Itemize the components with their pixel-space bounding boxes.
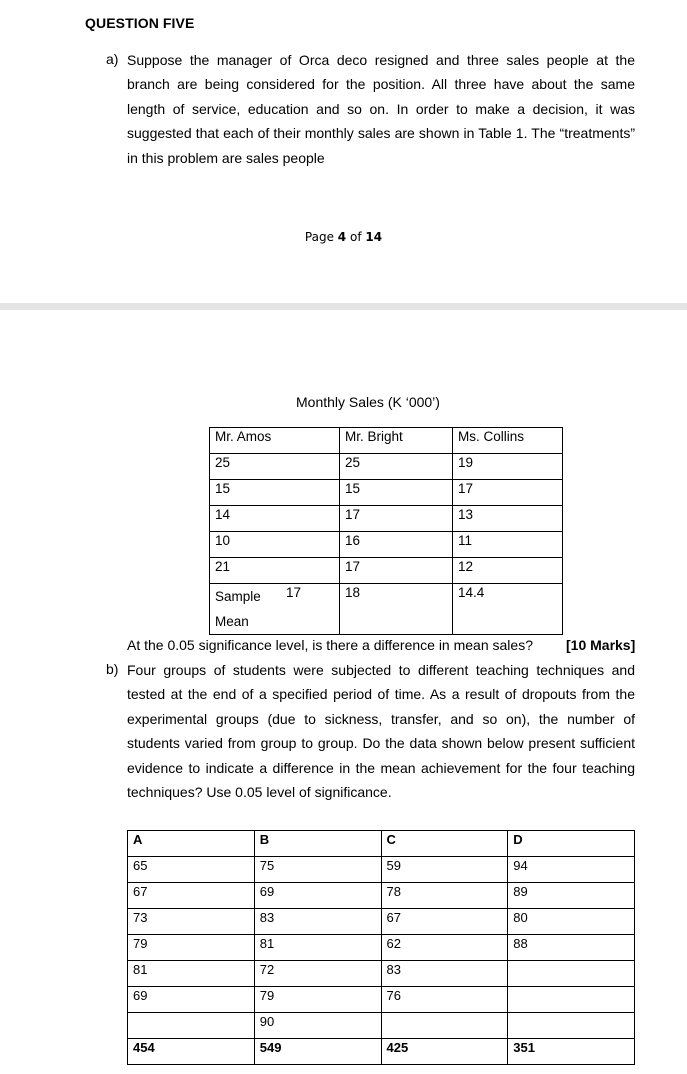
table-header-row: [210, 428, 563, 454]
table-cell: 81: [254, 935, 381, 961]
table-cell: [508, 1013, 635, 1039]
table-cell: 59: [381, 857, 508, 883]
table-cell: 65: [128, 857, 255, 883]
table-cell: [508, 987, 635, 1013]
table-cell: 80: [508, 909, 635, 935]
table-cell: 15: [210, 480, 340, 506]
marks-badge: [10 Marks]: [566, 637, 636, 653]
table-cell: 81: [128, 961, 255, 987]
table-cell: 83: [254, 909, 381, 935]
table-cell: 78: [381, 883, 508, 909]
page-total: 14: [365, 230, 383, 244]
table-cell: 94: [508, 857, 635, 883]
table-row: [210, 558, 563, 584]
page-indicator: [0, 230, 687, 244]
header-cell: Mr. Amos: [210, 428, 340, 454]
part-a-label: a): [106, 51, 119, 67]
total-cell: 454: [128, 1039, 255, 1065]
table1-caption: Monthly Sales (K ‘000’): [296, 394, 440, 410]
table-row: [210, 480, 563, 506]
part-b-text: Four groups of students were subjected to different teaching techniques and tested at the end of a specified period of time. As a result of dropouts from the experimental groups (due to sickness, transfer, and so on), the number of students varied from group to group. Do the data shown below present sufficient evidence to indicate a difference in the mean achievement for the four teaching techniques? Use 0.05 level of significance.: [127, 662, 635, 801]
page-current: 4: [337, 230, 347, 244]
sample-mean-cell: [210, 584, 340, 635]
part-a-text: Suppose the manager of Orca deco resigned and three sales people at the branch are being considered for the position. All three have about the same length of service, education and so on. In order to make a decision, it was suggested that each of their monthly sales are shown in Table 1. The “treatments” in this problem are sales people: [127, 52, 635, 166]
table-cell: 17: [340, 558, 453, 584]
table-row: [210, 454, 563, 480]
header-cell: Ms. Collins: [453, 428, 563, 454]
page-of: of: [346, 230, 366, 244]
table-cell: 90: [254, 1013, 381, 1039]
table-row: [128, 961, 635, 987]
table-cell: 67: [128, 883, 255, 909]
total-cell: 351: [508, 1039, 635, 1065]
table-row: [128, 883, 635, 909]
teaching-techniques-table: [127, 830, 635, 1065]
table-cell: [128, 1013, 255, 1039]
table-cell: 62: [381, 935, 508, 961]
header-cell: A: [128, 831, 255, 857]
table-header-row: [128, 831, 635, 857]
table-cell: [381, 1013, 508, 1039]
table-cell: 75: [254, 857, 381, 883]
monthly-sales-table: [209, 427, 563, 635]
table-row: [210, 506, 563, 532]
sample-mean-row: [210, 584, 563, 635]
table-cell: 83: [381, 961, 508, 987]
table-cell: 11: [453, 532, 563, 558]
part-b-label: b): [106, 661, 119, 677]
table-row: [128, 909, 635, 935]
table-cell: 79: [128, 935, 255, 961]
header-cell: Mr. Bright: [340, 428, 453, 454]
table-row: [210, 532, 563, 558]
table-row: [128, 935, 635, 961]
table-cell: 21: [210, 558, 340, 584]
table-cell: 12: [453, 558, 563, 584]
table-cell: 73: [128, 909, 255, 935]
table-cell: 16: [340, 532, 453, 558]
table-cell: 25: [210, 454, 340, 480]
header-cell: C: [381, 831, 508, 857]
table-row: [128, 987, 635, 1013]
table-cell: 79: [254, 987, 381, 1013]
header-cell: D: [508, 831, 635, 857]
table-cell: 72: [254, 961, 381, 987]
table-cell: 17: [453, 480, 563, 506]
mean-value: 18: [340, 584, 453, 635]
table-row: [128, 857, 635, 883]
page-separator: [0, 303, 687, 310]
page-prefix: Page: [304, 230, 338, 244]
table-cell: 69: [254, 883, 381, 909]
total-cell: 425: [381, 1039, 508, 1065]
mean-value: 14.4: [453, 584, 563, 635]
table-cell: 25: [340, 454, 453, 480]
mean-value: 17: [286, 585, 302, 600]
total-cell: 549: [254, 1039, 381, 1065]
totals-row: [128, 1039, 635, 1065]
table-cell: 88: [508, 935, 635, 961]
table-cell: 13: [453, 506, 563, 532]
table-cell: 76: [381, 987, 508, 1013]
header-cell: B: [254, 831, 381, 857]
table-cell: 14: [210, 506, 340, 532]
sample-mean-label: Sample Mean: [215, 589, 261, 629]
table-cell: 69: [128, 987, 255, 1013]
table-cell: 17: [340, 506, 453, 532]
table-cell: 15: [340, 480, 453, 506]
table-cell: [508, 961, 635, 987]
part-a-question: At the 0.05 significance level, is there a difference in mean sales?: [127, 637, 533, 653]
table-row: [128, 1013, 635, 1039]
table-cell: 19: [453, 454, 563, 480]
table-cell: 67: [381, 909, 508, 935]
question-title: QUESTION FIVE: [85, 15, 195, 31]
table-cell: 89: [508, 883, 635, 909]
table-cell: 10: [210, 532, 340, 558]
